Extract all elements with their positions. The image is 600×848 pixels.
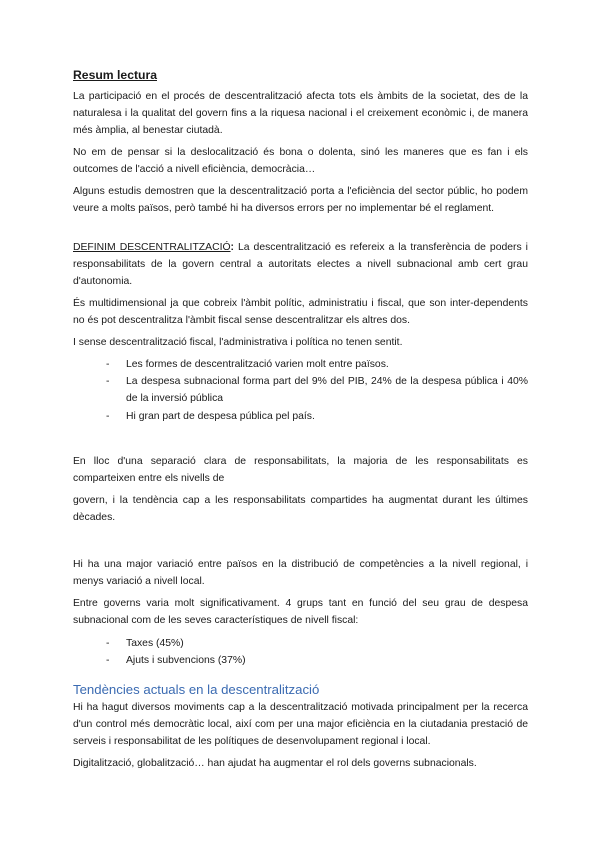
list-item: - Hi gran part de despesa pública pel país. <box>73 408 528 425</box>
list-item: - La despesa subnacional forma part del 9% del PIB, 24% de la despesa pública i 40% de la inversió pública <box>73 373 528 407</box>
dash-marker: - <box>106 359 110 370</box>
paragraph-participacio: La participació en el procés de descentralització afecta tots els àmbits de la societat, des de la naturalesa i la qualitat del govern fins a la riquesa nacional i el creixement econòmic i, de manera més àmplia, al benestar ciutadà. <box>73 91 528 137</box>
paragraph-moviments: Hi ha hagut diversos moviments cap a la descentralització motivada principalment per la recerca d'un control més democràtic local, així com per una major eficiència en la ciutadania prestació de serveis i responsabilitat de les polítiques de desenvolupament regional i local. <box>73 702 528 748</box>
definition-term: DEFINIM DESCENTRALITZACIÓ <box>73 242 231 253</box>
dash-marker: - <box>106 410 110 422</box>
paragraph-digitalitzacio: Digitalització, globalització… han ajudat ha augmentar el rol dels governs subnacionals. <box>73 758 477 769</box>
section-heading-tendencies: Tendències actuals en la descentralització <box>73 682 320 697</box>
paragraph-multidimensional: És multidimensional ja que cobreix l'àmbit polític, administratiu i fiscal, que son inter-dependents no és pot descentralitza l'àmbit fiscal sense descentralitzar els altres dos. <box>73 298 528 327</box>
paragraph-governs: Entre governs varia molt significativament. 4 grups tant en funció del seu grau de despesa subnacional com de les seves característiques de nivell fiscal: <box>73 598 528 627</box>
list-item: - Ajuts i subvencions (37%) <box>73 652 528 669</box>
dash-marker: - <box>106 655 110 667</box>
paragraph-govern: govern, i la tendència cap a les responsabilitats compartides ha augmentat durant les últimes dècades. <box>73 495 528 524</box>
paragraph-deslocalitzacio: No em de pensar si la deslocalització és bona o dolenta, sinó les maneres que es fan i els outcomes de l'acció a nivell eficiència, democràcia… <box>73 147 528 176</box>
bullet-list-grups <box>73 635 528 669</box>
paragraph-separacio: En lloc d'una separació clara de responsabilitats, la majoria de les responsabilitats es comparteixen entre els nivells de <box>73 456 528 485</box>
dash-marker: - <box>106 376 110 388</box>
definition-text: La descentralització es refereix a la transferència de poders i responsabilitats de la govern central a autoritats electes a nivell subnacional amb cert grau d'autonomia. <box>73 242 528 288</box>
paragraph-estudis: Alguns estudis demostren que la descentralització porta a l'eficiència del sector públic, ho podem veure a molts països, però també hi ha diversos errors per no implementar bé el reglament. <box>73 186 528 215</box>
paragraph-definicio <box>73 239 528 291</box>
bullet-list-formes <box>73 356 528 425</box>
paragraph-sense-fiscal: I sense descentralització fiscal, l'administrativa i política no tenen sentit. <box>73 337 403 348</box>
document-title: Resum lectura <box>73 68 157 82</box>
dash-marker: - <box>106 638 110 649</box>
list-item: - Taxes (45%) <box>73 635 528 652</box>
paragraph-variacio: Hi ha una major variació entre països en la distribució de competències a la nivell regional, i menys variació a nivell local. <box>73 559 528 588</box>
list-item: - Les formes de descentralització varien molt entre països. <box>73 356 528 373</box>
definition-colon: : <box>230 242 235 253</box>
